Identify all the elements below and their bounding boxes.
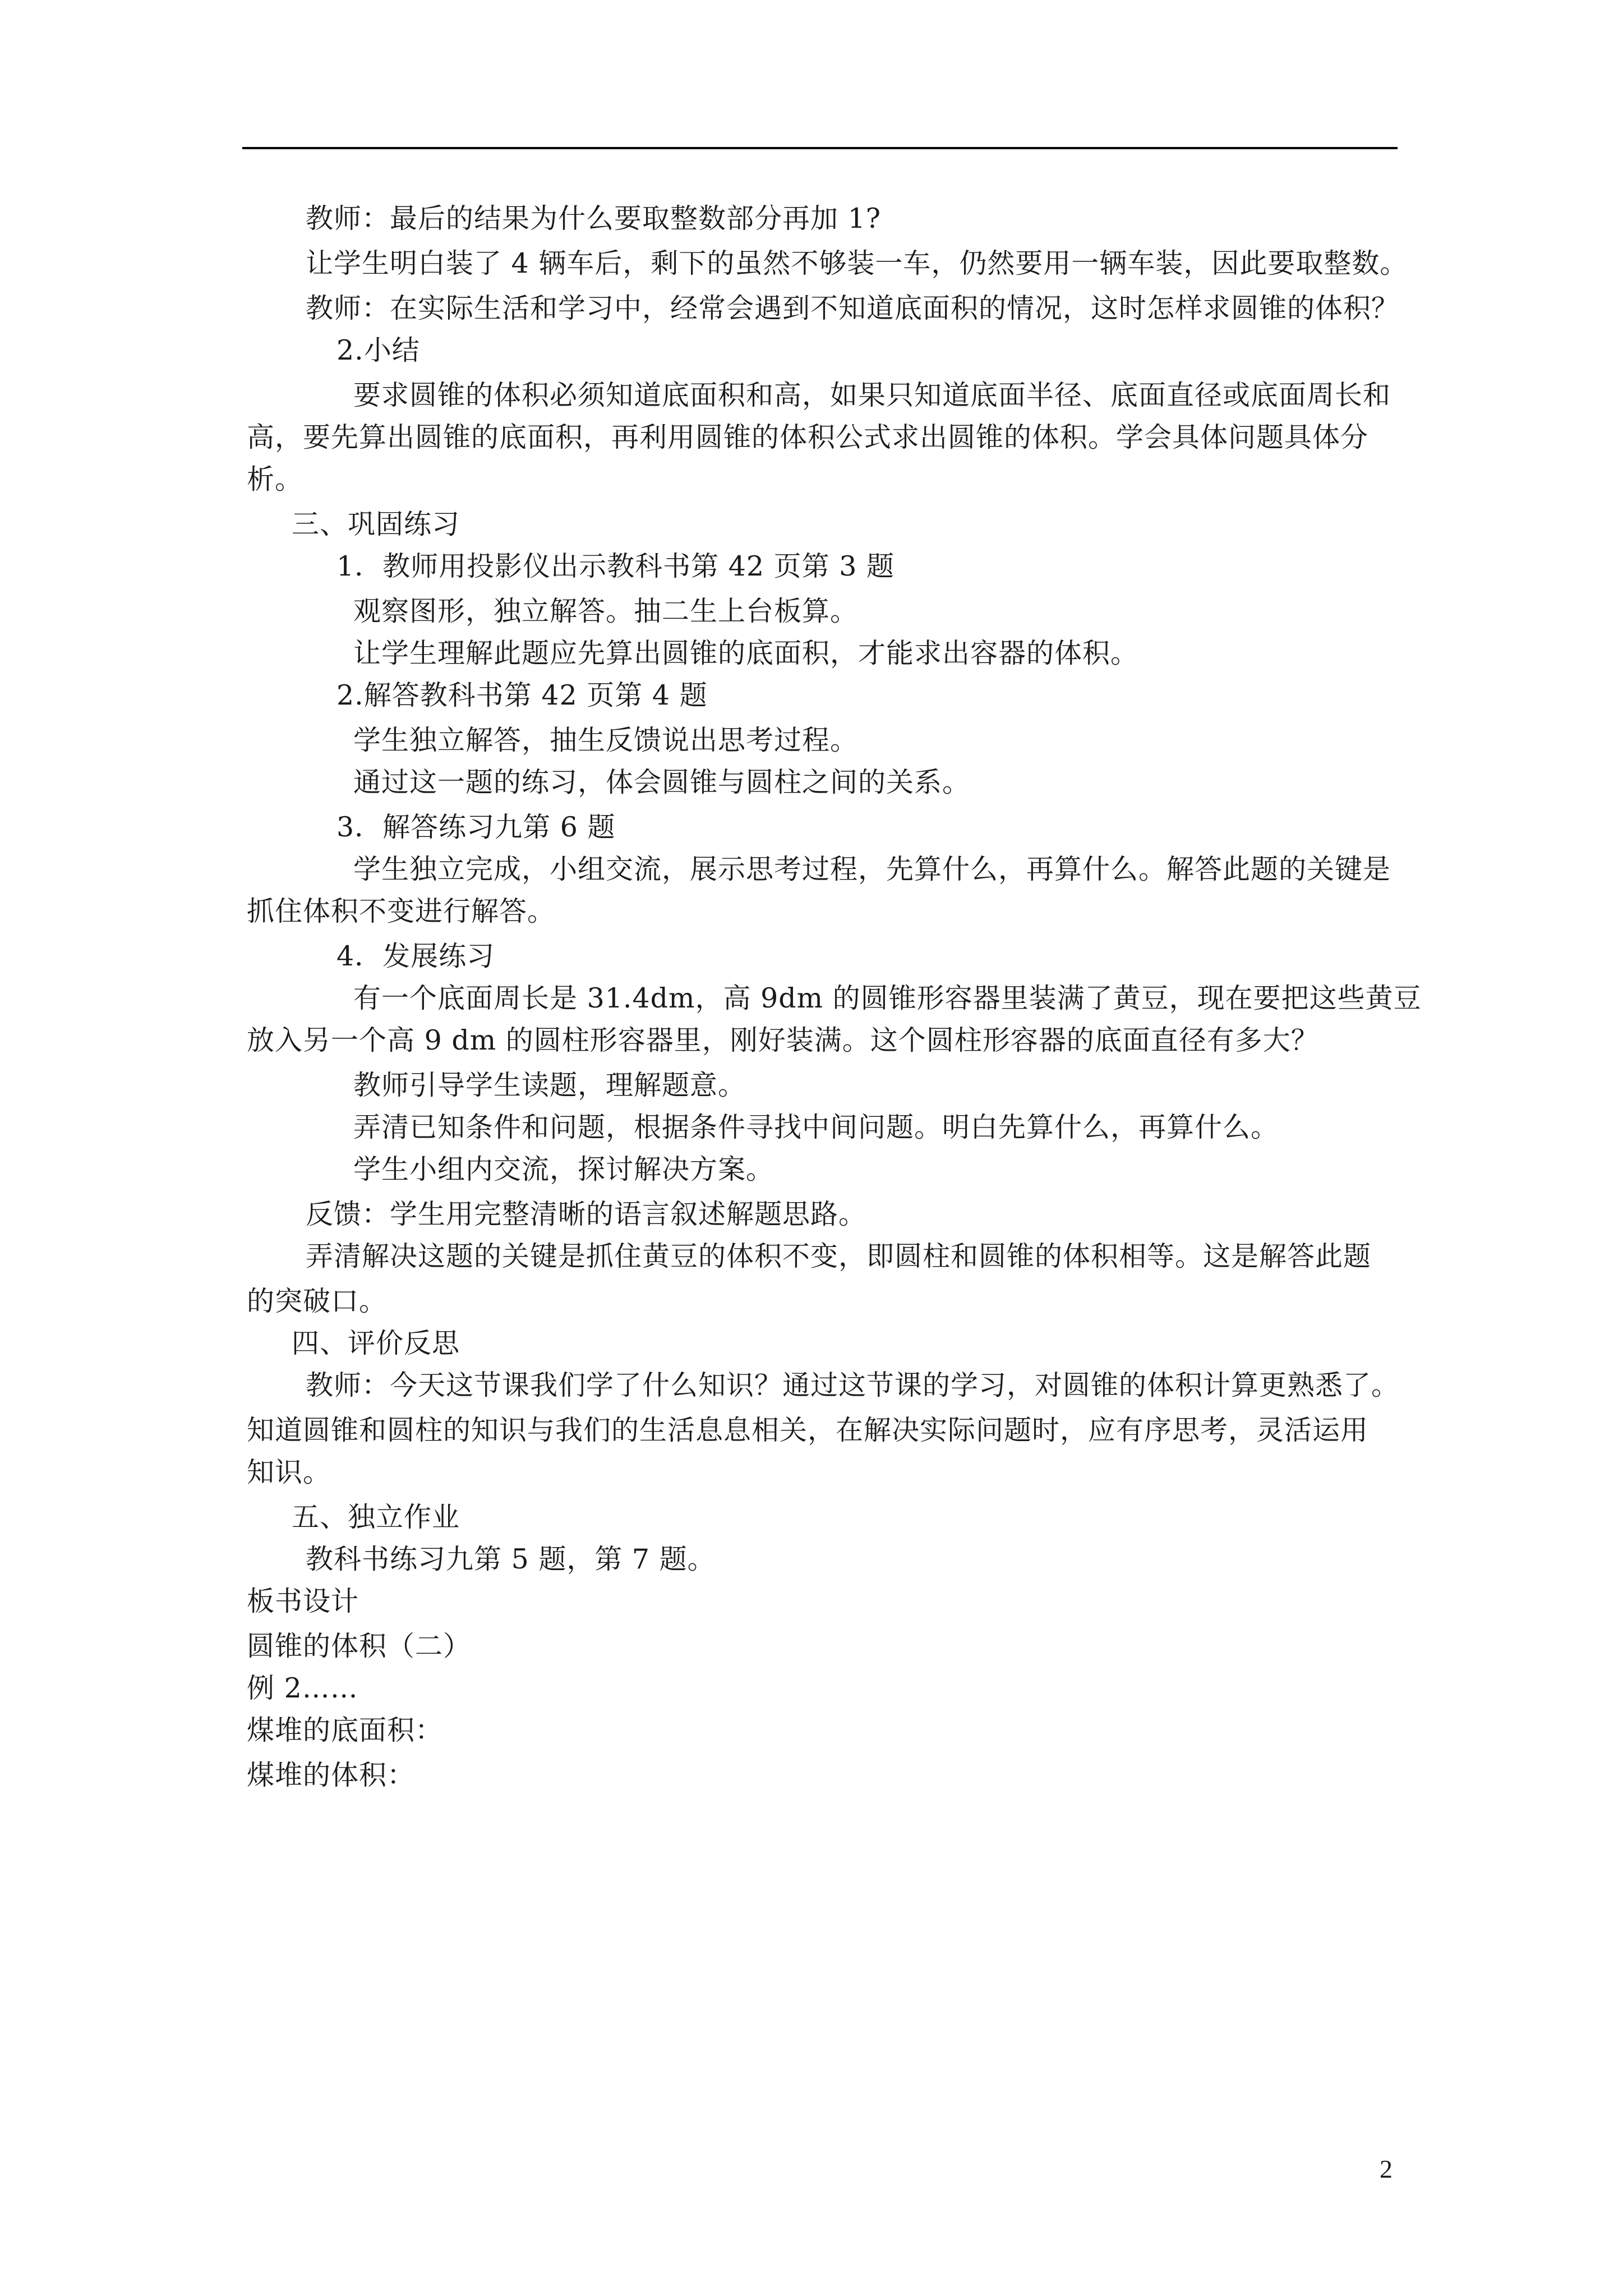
section-heading: 五、独立作业 <box>292 1501 460 1533</box>
header-rule <box>242 147 1398 149</box>
section-heading: 2.解答教科书第 42 页第 4 题 <box>336 679 708 711</box>
section-heading: 四、评价反思 <box>292 1327 460 1359</box>
paragraph: 知识。 <box>247 1456 331 1488</box>
paragraph: 学生独立完成，小组交流，展示思考过程，先算什么，再算什么。解答此题的关键是 <box>353 853 1391 885</box>
paragraph: 弄清解决这题的关键是抓住黄豆的体积不变，即圆柱和圆锥的体积相等。这是解答此题 <box>306 1240 1372 1272</box>
page-number: 2 <box>1380 2155 1393 2183</box>
paragraph: 观察图形，独立解答。抽二生上台板算。 <box>353 595 859 627</box>
paragraph: 弄清已知条件和问题，根据条件寻找中间问题。明白先算什么，再算什么。 <box>353 1111 1279 1143</box>
section-heading: 板书设计 <box>247 1585 359 1617</box>
paragraph: 教师：最后的结果为什么要取整数部分再加 1? <box>306 203 882 234</box>
board-title: 圆锥的体积（二） <box>247 1630 472 1662</box>
paragraph: 教师：今天这节课我们学了什么知识？通过这节课的学习，对圆锥的体积计算更熟悉了。 <box>306 1369 1400 1401</box>
section-heading: 1．教师用投影仪出示教科书第 42 页第 3 题 <box>336 550 895 582</box>
section-heading: 三、巩固练习 <box>292 508 460 540</box>
board-line: 煤堆的底面积： <box>247 1714 444 1746</box>
section-heading: 2.小结 <box>336 334 420 366</box>
paragraph: 有一个底面周长是 31.4dm，高 9dm 的圆锥形容器里装满了黄豆，现在要把这些黄豆 <box>353 982 1422 1014</box>
paragraph: 析。 <box>247 463 303 495</box>
paragraph: 学生独立解答，抽生反馈说出思考过程。 <box>353 724 859 756</box>
paragraph: 反馈：学生用完整清晰的语言叙述解题思路。 <box>306 1198 867 1230</box>
paragraph: 教师：在实际生活和学习中，经常会遇到不知道底面积的情况，这时怎样求圆锥的体积？ <box>306 292 1400 324</box>
paragraph: 抓住体积不变进行解答。 <box>247 895 556 927</box>
paragraph: 通过这一题的练习，体会圆锥与圆柱之间的关系。 <box>353 766 971 798</box>
paragraph: 教科书练习九第 5 题，第 7 题。 <box>306 1543 716 1575</box>
paragraph: 让学生理解此题应先算出圆锥的底面积，才能求出容器的体积。 <box>353 637 1139 669</box>
paragraph: 要求圆锥的体积必须知道底面积和高，如果只知道底面半径、底面直径或底面周长和 <box>353 379 1391 411</box>
paragraph: 让学生明白装了 4 辆车后，剩下的虽然不够装一车，仍然要用一辆车装，因此要取整数。 <box>306 247 1408 279</box>
paragraph: 知道圆锥和圆柱的知识与我们的生活息息相关，在解决实际问题时，应有序思考，灵活运用 <box>247 1414 1369 1446</box>
board-line: 煤堆的体积： <box>247 1759 416 1791</box>
paragraph: 的突破口。 <box>247 1285 388 1317</box>
section-heading: 4．发展练习 <box>336 940 495 972</box>
paragraph: 教师引导学生读题，理解题意。 <box>353 1069 746 1101</box>
paragraph: 高，要先算出圆锥的底面积，再利用圆锥的体积公式求出圆锥的体积。学会具体问题具体分 <box>247 421 1369 453</box>
paragraph: 学生小组内交流，探讨解决方案。 <box>353 1153 774 1185</box>
paragraph: 放入另一个高 9 dm 的圆柱形容器里，刚好装满。这个圆柱形容器的底面直径有多大？ <box>247 1024 1319 1056</box>
section-heading: 3．解答练习九第 6 题 <box>336 811 616 843</box>
board-line: 例 2…… <box>247 1672 358 1704</box>
